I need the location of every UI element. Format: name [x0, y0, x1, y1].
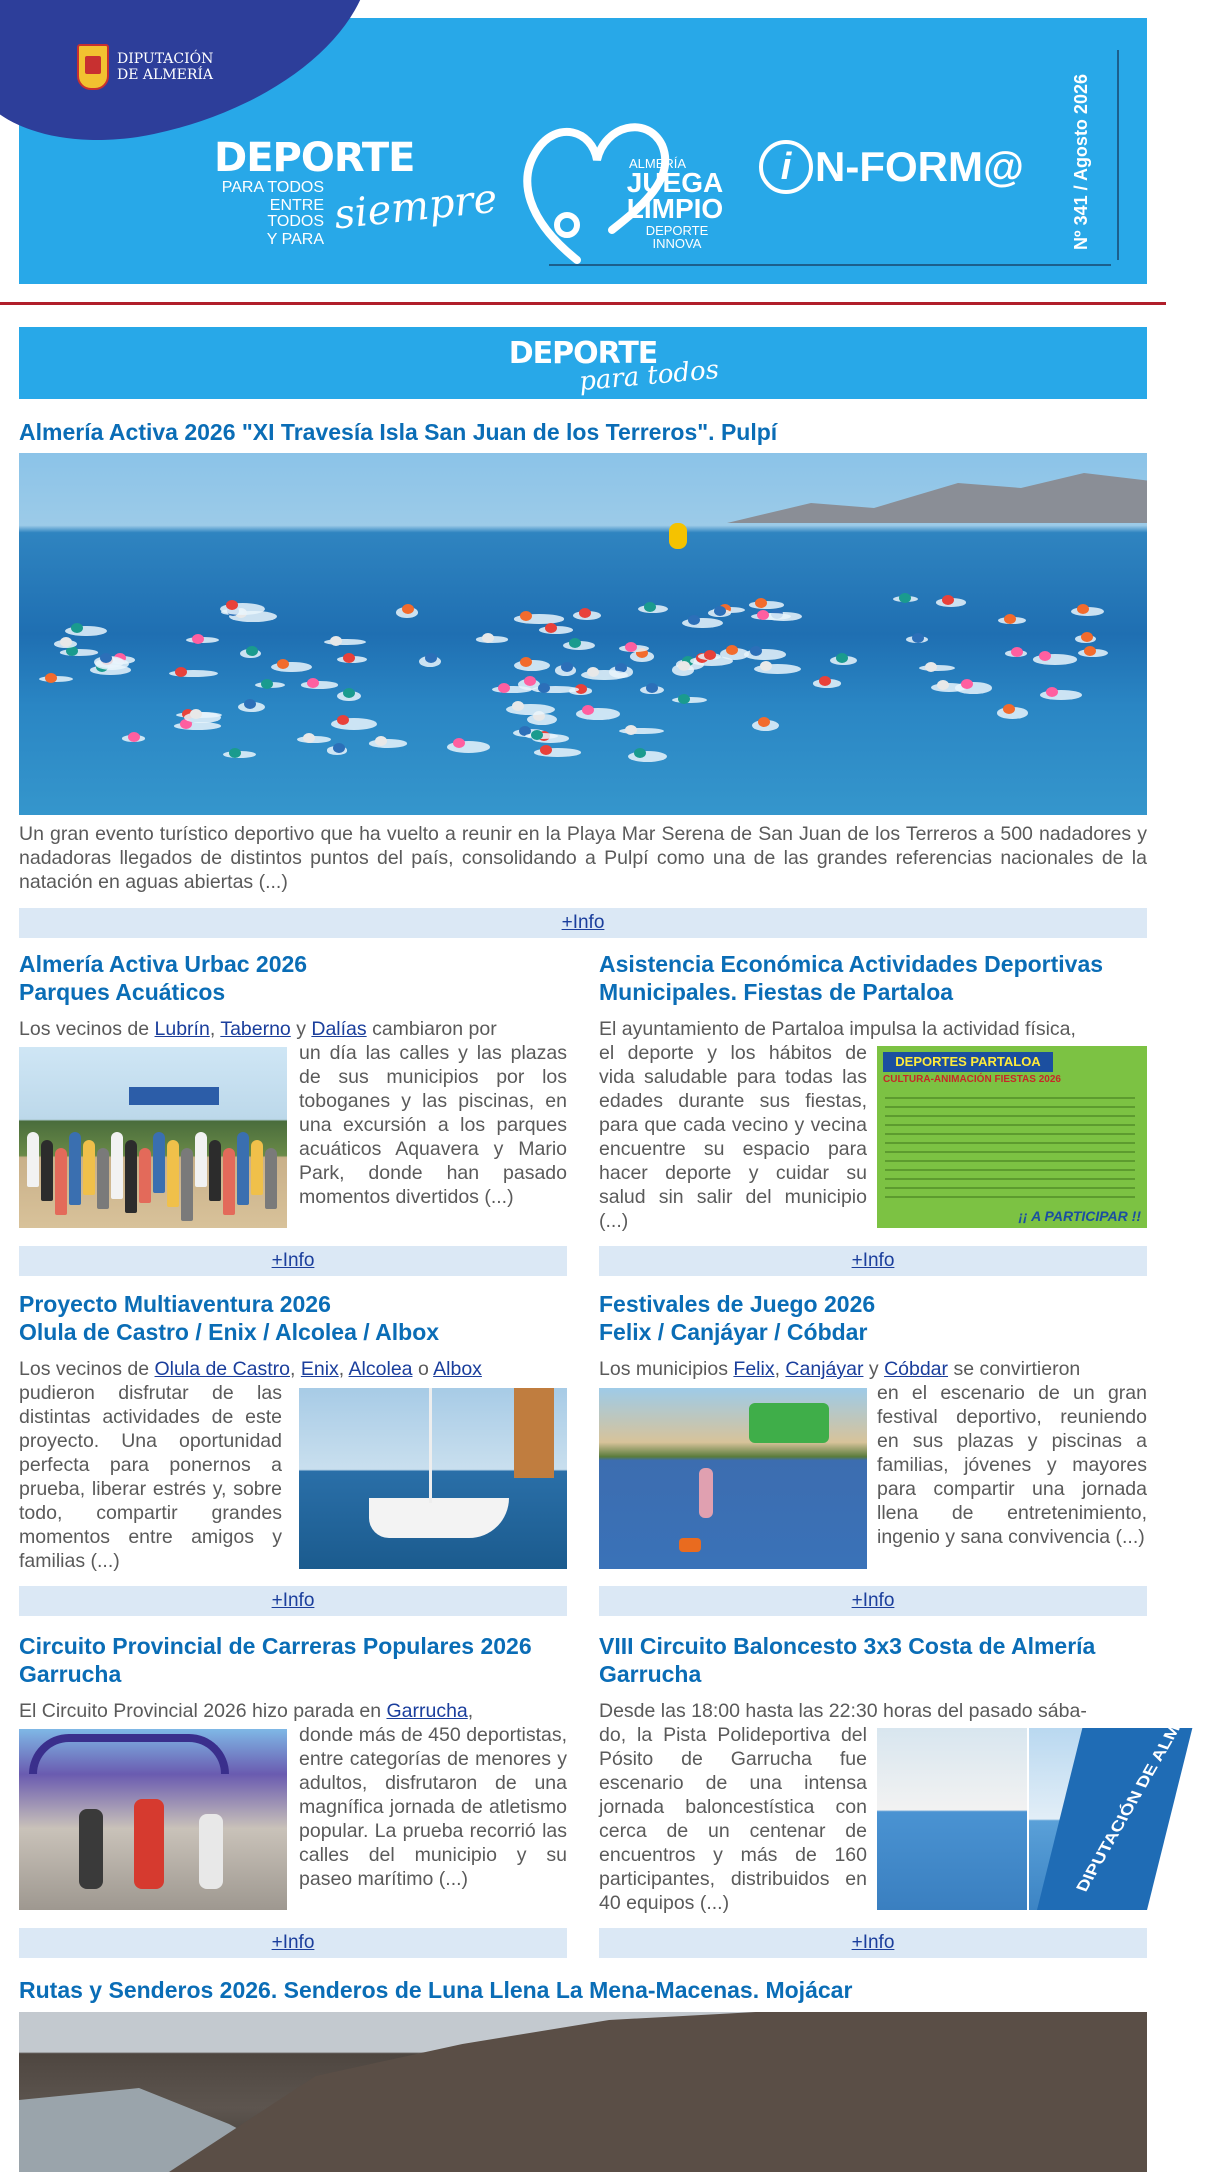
crest-icon [77, 44, 109, 90]
swimmer-cap [512, 701, 524, 711]
deporte-small1: PARA TODOS [221, 179, 324, 196]
runner-dark [79, 1809, 103, 1889]
poster-cta: ¡¡ A PARTICIPAR !! [1018, 1208, 1141, 1224]
title-urbac-line1: Almería Activa Urbac 2026 [19, 951, 308, 977]
swimmer-cap [925, 662, 937, 672]
swimmer-cap [704, 650, 716, 660]
person-figure [209, 1140, 221, 1201]
banner-flag [1037, 1684, 1207, 1910]
article-body-carreras: donde más de 450 deportistas, entre categorías de menores y adultos, disfrutaron de una magnífica jornada de atletismo popular. La prueba recorrió las calles del municipio y su paseo marítimo (...) [299, 1724, 567, 1890]
swimmer-cap [644, 602, 656, 612]
org-line2: DE ALMERÍA [117, 67, 214, 83]
person-figure [97, 1148, 109, 1209]
basketball-photo [877, 1684, 1207, 1910]
info-link-urbac[interactable]: +Info [271, 1250, 315, 1271]
swimmer-cap [569, 638, 581, 648]
person-figure [27, 1132, 39, 1187]
finish-arch [29, 1734, 229, 1774]
article-title-multiaventura [19, 1290, 567, 1346]
article-lead-baloncesto: Desde las 18:00 hasta las 22:30 horas del pasado sába- [599, 1700, 1087, 1722]
link-alcolea[interactable]: Alcolea [348, 1358, 413, 1380]
red-divider [0, 302, 1166, 305]
article-title-urbac [19, 950, 567, 1006]
article-body-multiaventura: pudieron disfrutar de las distintas actividades de este proyecto. Una oportunidad perfecta para ponernos a prueba, liberar estrés y, sobre todo, compartir grandes momentos entre amigos y familias (...) [19, 1382, 282, 1572]
title-partaloa-line1: Asistencia Económica Actividades Deportivas [599, 951, 1104, 977]
title-fest-line2: Felix / Canjáyar / Cóbdar [599, 1319, 868, 1345]
swimmer-cap [343, 653, 355, 663]
link-dalias[interactable]: Dalías [311, 1018, 367, 1040]
deporte-script: siempre [332, 175, 500, 239]
link-felix[interactable]: Felix [733, 1358, 775, 1380]
swimmer-cap [1077, 604, 1089, 614]
swimmer-cap [244, 699, 256, 709]
title-carreras-line2: Garrucha [19, 1661, 122, 1687]
swimmer-cap [192, 634, 204, 644]
link-garrucha[interactable]: Garrucha [386, 1700, 468, 1722]
runner-red [134, 1799, 164, 1889]
banner-line2: para todos [577, 354, 721, 398]
swimmer-cap [1084, 646, 1096, 656]
swimmer-cap [899, 593, 911, 603]
title-bball-line1: VIII Circuito Baloncesto 3x3 Costa de Almería [599, 1633, 1096, 1659]
swimmer-cap [1046, 687, 1058, 697]
info-link-multiaventura[interactable]: +Info [271, 1590, 315, 1611]
boat-mast [429, 1388, 432, 1503]
banner-line1: DEPORTE [508, 335, 658, 371]
sailboat-photo [299, 1388, 567, 1569]
person-figure [237, 1132, 249, 1205]
person-figure [265, 1148, 277, 1209]
title-multi-line1: Proyecto Multiaventura 2026 [19, 1291, 331, 1317]
info-link-baloncesto[interactable]: +Info [851, 1932, 895, 1953]
partaloa-poster [877, 1046, 1147, 1228]
hills-shape [727, 473, 1147, 523]
swimmer-cap [60, 637, 72, 647]
swimmer-cap [425, 653, 437, 663]
swimmer-cap [646, 683, 658, 693]
person-figure [181, 1148, 193, 1221]
swimmer-cap [303, 733, 315, 743]
swimmer-cap [190, 709, 202, 719]
info-bar-festivales [599, 1586, 1147, 1616]
person-figure [139, 1148, 151, 1203]
person-figure [223, 1148, 235, 1215]
info-bar-baloncesto [599, 1928, 1147, 1958]
swimmer-cap [587, 667, 599, 677]
swimmer-cap [678, 661, 690, 671]
swimmer-cap [330, 636, 342, 646]
swimmer-cap [538, 683, 550, 693]
child-figure [699, 1468, 713, 1518]
article-lead-urbac: Los vecinos de Lubrín, Taberno y Dalías cambiaron por [19, 1018, 497, 1040]
swimmer-cap [750, 646, 762, 656]
swimmer-cap [531, 730, 543, 740]
hiking-photo [19, 2012, 1147, 2172]
flag-text: DIPUTACIÓN DE ALMERÍA [1072, 1684, 1207, 1894]
person-figure [41, 1140, 53, 1201]
juega-limpio-logo [517, 100, 727, 270]
article-title-festivales [599, 1290, 1147, 1346]
article-title-carreras [19, 1632, 567, 1688]
orange-cone [679, 1538, 701, 1552]
swimmer-cap [1011, 647, 1023, 657]
deporte-small2: ENTRE TODOS [267, 197, 324, 230]
swimmer-cap [625, 642, 637, 652]
swimmer-cap [175, 667, 187, 677]
swimmer-cap [375, 736, 387, 746]
info-link-festivales[interactable]: +Info [851, 1590, 895, 1611]
buoy [669, 523, 687, 549]
header-divider [549, 264, 1111, 266]
title-multi-line2: Olula de Castro / Enix / Alcolea / Albox [19, 1319, 440, 1345]
person-figure [125, 1140, 137, 1213]
deporte-big: DEPORTE [214, 135, 415, 181]
link-canjayar[interactable]: Canjáyar [785, 1358, 864, 1380]
swimmer-cap [757, 610, 769, 620]
inform-logo [759, 140, 1024, 194]
poster-sub: CULTURA-ANIMACIÓN FIESTAS 2026 [883, 1074, 1061, 1085]
article-title-travesia: Almería Activa 2026 "XI Travesía Isla San Juan de los Terreros". Pulpí [19, 419, 778, 445]
article-lead-festivales: Los municipios Felix, Canjáyar y Cóbdar se convirtieron [599, 1358, 1081, 1380]
article-title-senderos: Rutas y Senderos 2026. Senderos de Luna Llena La Mena-Macenas. Mojácar [19, 1977, 853, 2003]
article-title-baloncesto [599, 1632, 1147, 1688]
info-link-travesia[interactable]: +Info [561, 912, 605, 933]
swimmer-cap [579, 608, 591, 618]
section-banner [19, 327, 1147, 399]
article-body-festivales: en el escenario de un gran festival deportivo, reuniendo en sus plazas y piscinas a familias, jóvenes y mayores para compartir una jornada llena de entretenimiento, ingenio y sana convivencia (...) [877, 1382, 1147, 1548]
diputacion-logo [77, 44, 213, 90]
person-figure [167, 1140, 179, 1207]
article-lead-carreras: El Circuito Provincial 2026 hizo parada en Garrucha, [19, 1700, 474, 1722]
info-link-partaloa[interactable]: +Info [851, 1250, 895, 1271]
inform-text: N-FORM@ [815, 143, 1024, 190]
org-line1: DIPUTACIÓN [117, 51, 214, 67]
runners-photo [19, 1729, 287, 1910]
article-body-partaloa: el deporte y los hábitos de vida saludable para todas las edades durante sus fiestas, para que cada vecino y vecina encuentre su espacio para hacer deporte y cuidar su salud sin salir del municipio (...) [599, 1042, 867, 1232]
swimmer-cap [942, 595, 954, 605]
swimmer-cap [229, 748, 241, 758]
poster-title: DEPORTES PARTALOA [883, 1052, 1053, 1072]
person-figure [83, 1140, 95, 1195]
title-urbac-line2: Parques Acuáticos [19, 979, 226, 1005]
person-figure [111, 1132, 123, 1199]
info-bar-carreras [19, 1928, 567, 1958]
water-park-photo [19, 1047, 287, 1228]
juega-sub2: INNOVA [652, 236, 702, 251]
title-partaloa-line2: Municipales. Fiestas de Partaloa [599, 979, 954, 1005]
poster-schedule [885, 1090, 1135, 1200]
newsletter-header [19, 18, 1147, 284]
deporte-logo [214, 135, 500, 248]
swimmer-cap [520, 657, 532, 667]
runner-white [199, 1814, 223, 1889]
issue-number: Nº 341 / Agosto 2026 [1071, 74, 1091, 250]
info-bar-urbac [19, 1246, 567, 1276]
court-left [877, 1728, 1027, 1910]
swimmers-photo [19, 453, 1147, 815]
swimmer-cap [100, 653, 112, 663]
deporte-small3: Y PARA [266, 231, 324, 248]
inflatable [749, 1403, 829, 1443]
link-albox[interactable]: Albox [433, 1358, 482, 1380]
article-lead-multiaventura: Los vecinos de Olula de Castro, Enix, Alcolea o Albox [19, 1358, 482, 1380]
swimmer-cap [498, 683, 510, 693]
article-body-travesia: Un gran evento turístico deportivo que ha vuelto a reunir en la Playa Mar Serena de San Juan de los Terreros a 500 nadadores y nadadoras llegados de distintos puntos del país, consolidando a Pulpí como una de las grandes referencias nacionales de la natación en aguas abiertas (...) [19, 823, 1147, 893]
info-bar-multiaventura [19, 1586, 567, 1616]
juega-main: JUEGA LIMPIO [626, 167, 724, 224]
article-title-partaloa [599, 950, 1147, 1006]
person-figure [55, 1148, 67, 1215]
title-bball-line2: Garrucha [599, 1661, 702, 1687]
swimmer-cap [634, 748, 646, 758]
swimmer-cap [524, 676, 536, 686]
link-taberno[interactable]: Taberno [220, 1018, 291, 1040]
person-figure [69, 1132, 81, 1205]
swimmer-cap [1081, 632, 1093, 642]
title-carreras-line1: Circuito Provincial de Carreras Populares 2026 [19, 1633, 532, 1659]
swimmer-cap [625, 725, 637, 735]
boat-hull [369, 1498, 509, 1538]
juega-sub1: DEPORTE [645, 223, 709, 238]
link-olula[interactable]: Olula de Castro [154, 1358, 290, 1380]
person-figure [153, 1132, 165, 1193]
info-icon: i [759, 140, 813, 194]
link-cobdar[interactable]: Cóbdar [884, 1358, 949, 1380]
cliff [169, 2012, 1147, 2172]
swimmer-cap [912, 633, 924, 643]
person-figure [251, 1140, 263, 1195]
building [514, 1388, 554, 1478]
person-figure [195, 1132, 207, 1187]
swimmer-cap [337, 715, 349, 725]
swimmer-cap [836, 653, 848, 663]
swimmer-cap [1004, 614, 1016, 624]
header-vertical-divider [1117, 50, 1119, 260]
info-bar-travesia [19, 908, 1147, 938]
article-lead-partaloa: El ayuntamiento de Partaloa impulsa la actividad física, [599, 1018, 1076, 1040]
link-enix[interactable]: Enix [300, 1358, 339, 1380]
park-sign [129, 1087, 219, 1105]
link-lubrin[interactable]: Lubrín [154, 1018, 210, 1040]
photo-split [1027, 1728, 1029, 1910]
swimmer-cap [246, 646, 258, 656]
info-bar-partaloa [599, 1246, 1147, 1276]
article-body-baloncesto: do, la Pista Polideportiva del Pósito de Garrucha fue escenario de una intensa jornada baloncestística con cerca de un centenar de encuentros y más de 160 participantes, distribuidos en 40 equipos (...) [599, 1724, 867, 1914]
article-body-urbac: un día las calles y las plazas de sus municipios por los toboganes y las piscinas, en una excursión a los parques acuáticos Aquavera y Mario Park, donde han pasado momentos divertidos (...) [299, 1042, 567, 1208]
festival-court-photo [599, 1388, 867, 1569]
juega-almeria: ALMERÍA [629, 156, 687, 171]
title-fest-line1: Festivales de Juego 2026 [599, 1291, 876, 1317]
info-link-carreras[interactable]: +Info [271, 1932, 315, 1953]
